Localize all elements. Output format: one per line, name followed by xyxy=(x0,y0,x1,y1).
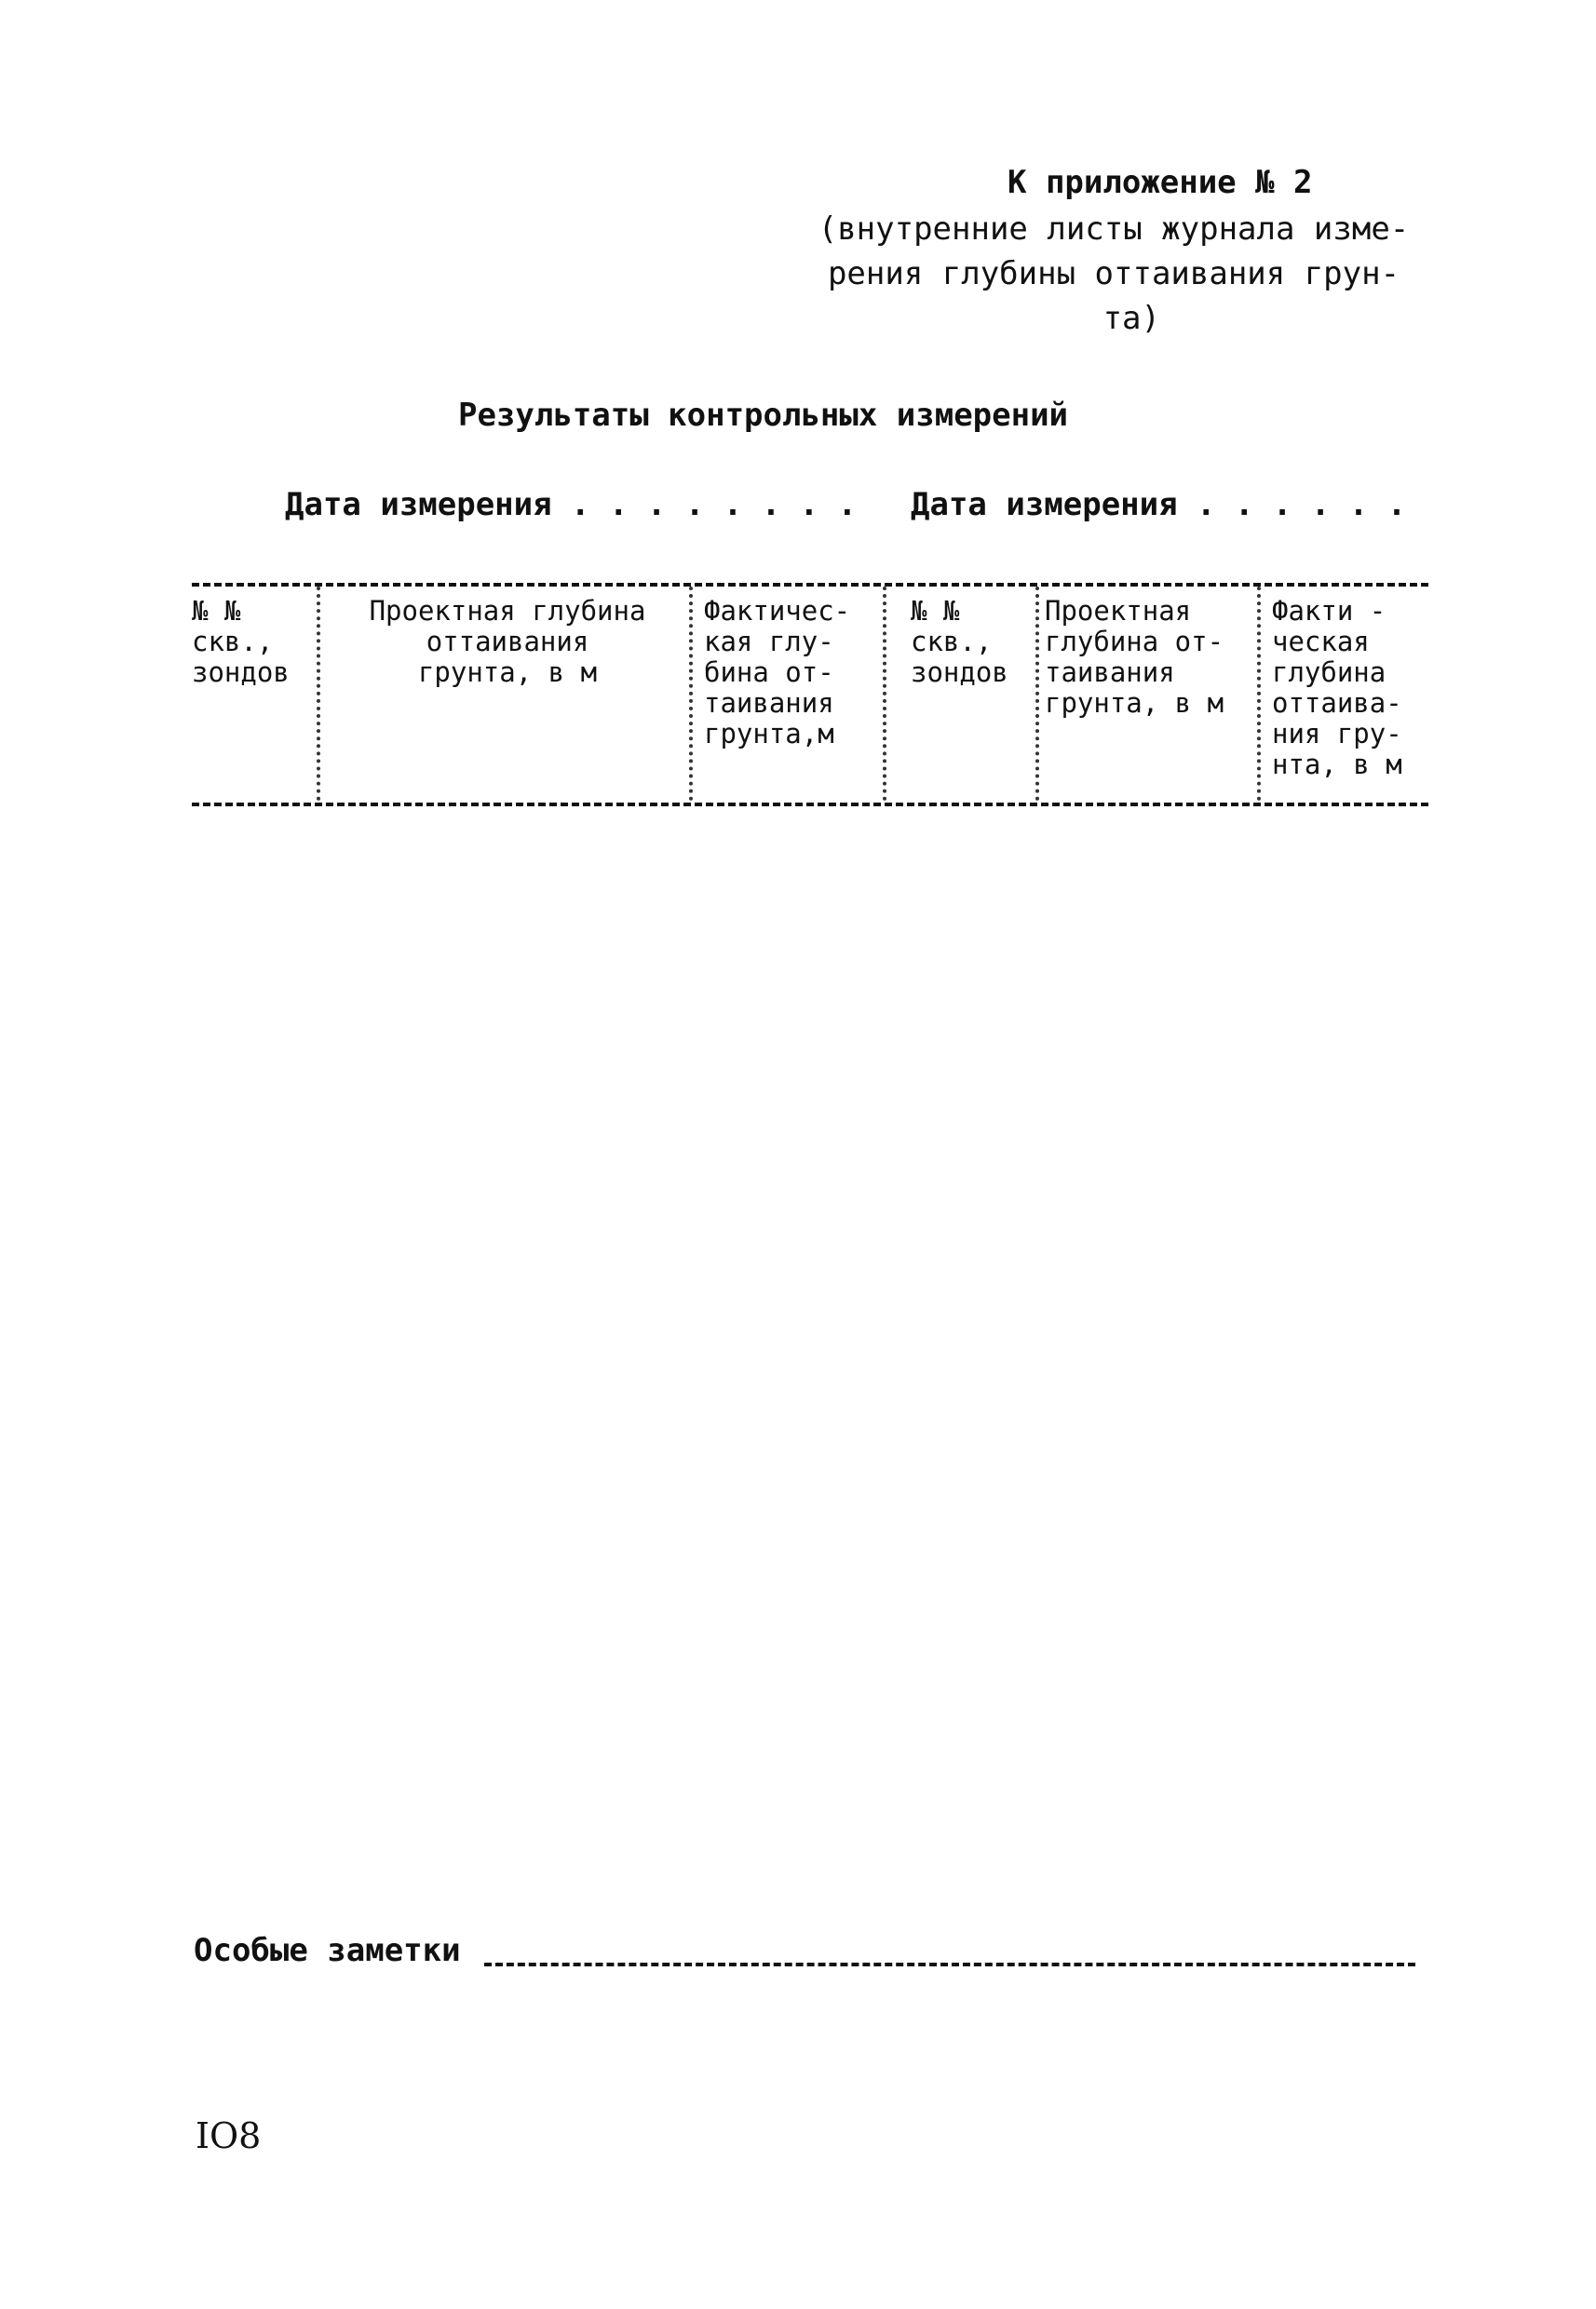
annex-description-line: та) xyxy=(1102,300,1160,337)
column-header-design-depth-2: Проектная глубина от- таивания грунта, в м xyxy=(1045,595,1224,719)
annex-description-line: (внутренние листы журнала изме- xyxy=(818,210,1410,248)
page-number: IO8 xyxy=(196,2115,262,2156)
annex-title: К приложение № 2 xyxy=(1008,164,1313,201)
notes-entry-line[interactable] xyxy=(484,1963,1415,1966)
measurement-date-right: Дата измерения . . . . . . xyxy=(911,486,1407,523)
annex-description-line: рения глубины оттаивания грун- xyxy=(827,255,1400,292)
column-header-borehole-no-2: № № скв., зондов xyxy=(911,595,1008,688)
table-bottom-rule xyxy=(192,803,1428,806)
column-separator xyxy=(317,587,320,801)
column-separator xyxy=(1257,587,1261,801)
column-header-actual-depth-2: Факти - ческая глубина оттаива- ния гру- нта, в м xyxy=(1272,595,1402,780)
section-title: Результаты контрольных измерений xyxy=(458,397,1069,434)
column-separator xyxy=(883,587,886,801)
column-header-borehole-no: № № скв., зондов xyxy=(192,595,290,688)
column-separator xyxy=(689,587,693,801)
annex-description xyxy=(816,207,1412,341)
column-header-actual-depth: Фактичес- кая глу- бина от- таивания грунта,м xyxy=(704,595,851,749)
table-top-rule xyxy=(192,583,1428,587)
column-header-design-depth: Проектная глубина оттаивания грунта, в м xyxy=(369,595,646,688)
notes-label: Особые заметки xyxy=(194,1932,461,1969)
measurement-date-left: Дата измерения . . . . . . . . xyxy=(285,486,858,523)
column-separator xyxy=(1035,587,1039,801)
